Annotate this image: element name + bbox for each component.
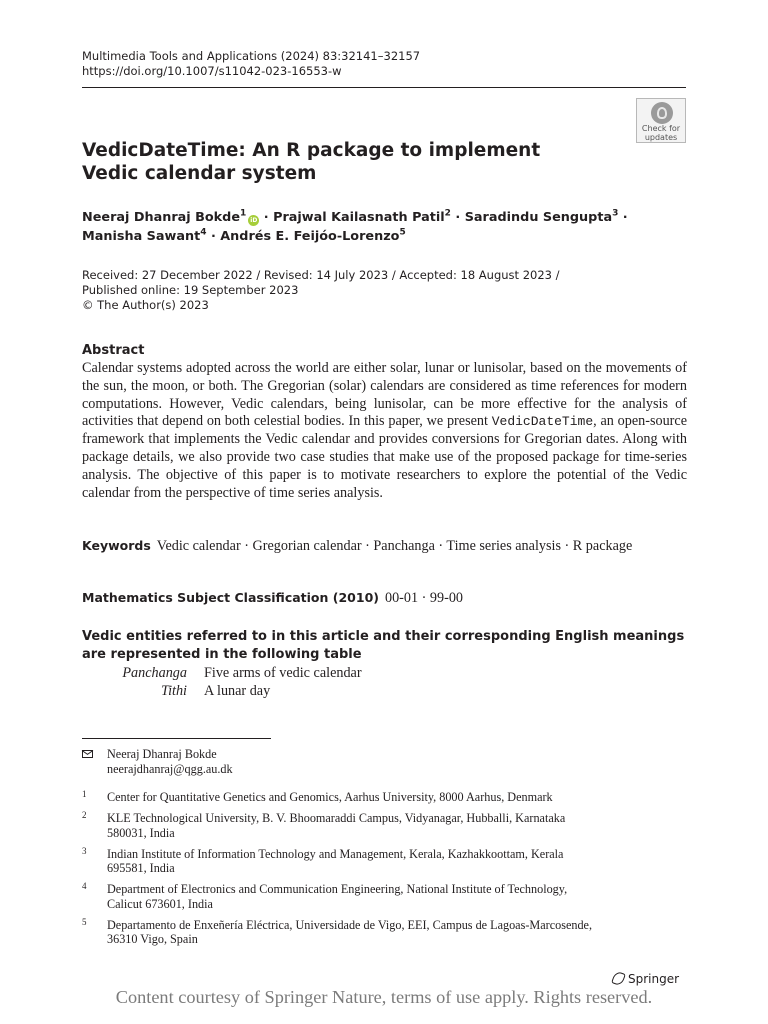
vedic-entities-heading: Vedic entities referred to in this article and their corresponding English meanings are represented in the following table xyxy=(82,629,685,662)
keywords-label: Keywords xyxy=(82,538,151,553)
keywords-text: Vedic calendar · Gregorian calendar · Panchanga · Time series analysis · R package xyxy=(156,538,633,554)
affiliations xyxy=(82,790,686,953)
paper-title: VedicDateTime: An R package to implement Vedic calendar system xyxy=(82,140,541,184)
affiliation-item xyxy=(82,918,686,947)
vedic-meaning: A lunar day xyxy=(204,683,271,699)
affiliation-line: KLE Technological University, B. V. Bhoomaraddi Campus, Vidyanagar, Hubballi, Karnataka xyxy=(107,811,566,825)
doi-link[interactable]: https://doi.org/10.1007/s11042-023-16553-w xyxy=(82,64,342,78)
msc-label: Mathematics Subject Classification (2010) xyxy=(82,590,379,605)
affiliation-item xyxy=(82,811,686,840)
mail-icon xyxy=(82,750,93,758)
table-row xyxy=(82,682,362,700)
journal-citation: Multimedia Tools and Applications (2024) 83:32141–32157 xyxy=(82,49,421,63)
publication-dates xyxy=(82,268,560,313)
affiliation-number: 3 xyxy=(82,845,87,856)
affiliation-line: Calicut 673601, India xyxy=(107,896,213,911)
orcid-icon[interactable]: iD xyxy=(250,217,258,224)
abstract-part: , an open-source framework that implements the Vedic calendar and provides conversions for Gregorian dates. Along with package details, we also provide two case studies that make use of the proposed package for time-series analysis. The objective of this paper is to motivate researchers to explore the potential of the Vedic calendar from the perspective of time series analysis. xyxy=(82,413,687,501)
author-separator: · xyxy=(618,210,628,225)
author-separator: · xyxy=(450,210,465,225)
affiliation-number: 4 xyxy=(82,881,87,891)
affiliation-line: Indian Institute of Information Technology and Management, Kerala, Kazhakkoottam, Kerala xyxy=(107,846,564,861)
check-for-updates-badge[interactable] xyxy=(636,98,686,143)
affiliation-number: 5 xyxy=(82,916,87,927)
badge-line1: Check for xyxy=(641,124,681,133)
courtesy-notice: Content courtesy of Springer Nature, terms of use apply. Rights reserved. xyxy=(115,987,653,1007)
affiliation-line: 580031, India xyxy=(107,825,175,840)
affiliation-line: 36310 Vigo, Spain xyxy=(107,932,198,946)
author-list xyxy=(82,208,686,246)
affiliation-line: Departamento de Enxeñería Eléctrica, Universidade de Vigo, EEI, Campus de Lagoas-Marcosende, xyxy=(107,917,592,932)
author-separator: · xyxy=(259,210,274,225)
affiliation-line: Center for Quantitative Genetics and Genomics, Aarhus University, 8000 Aarhus, Denmark xyxy=(107,790,553,804)
check-for-updates-icon xyxy=(651,102,673,124)
abstract-text xyxy=(82,360,687,502)
author-affil-num: 1 xyxy=(240,208,247,219)
abstract-heading: Abstract xyxy=(82,343,145,358)
copyright-line: © The Author(s) 2023 xyxy=(82,298,209,312)
author-affil-num: 5 xyxy=(399,227,406,238)
vedic-entities-table xyxy=(82,664,362,700)
author-name[interactable]: Saradindu Sengupta xyxy=(464,210,613,225)
badge-line2: updates xyxy=(644,133,678,142)
footnote-rule xyxy=(82,738,271,739)
package-name-code: VedicDateTime xyxy=(491,414,594,430)
author-affil-num: 4 xyxy=(200,227,207,238)
affiliation-item xyxy=(82,847,686,876)
author-affil-num: 2 xyxy=(444,208,451,219)
affiliation-item xyxy=(82,882,686,911)
author-name[interactable]: Prajwal Kailasnath Patil xyxy=(273,210,445,225)
author-separator: · xyxy=(206,229,221,244)
affiliation-number: 1 xyxy=(82,789,87,799)
author-name[interactable]: Andrés E. Feijóo-Lorenzo xyxy=(220,229,400,244)
abstract-part: Calendar systems adopted across the world are either solar, lunar or lunisolar, based on the movements of the sun, the moon, or both. The Gregorian (solar) calendars are considered as time references for modern computations. However, Vedic calendars, being lunisolar, can be more effective for the analysis of activities that depend on both celestial bodies. In this paper, we present xyxy=(82,360,687,430)
vedic-term: Panchanga xyxy=(122,665,187,681)
publisher-logo xyxy=(612,972,679,986)
vedic-term: Tithi xyxy=(160,683,187,699)
msc-codes: 00-01 · 99-00 xyxy=(384,590,464,606)
dates-line: Received: 27 December 2022 / Revised: 14 July 2023 / Accepted: 18 August 2023 / xyxy=(82,268,560,282)
author-name[interactable]: Manisha Sawant xyxy=(82,229,201,244)
msc-classification xyxy=(82,590,463,607)
affiliation-item xyxy=(82,790,686,805)
vedic-meaning: Five arms of vedic calendar xyxy=(204,665,362,681)
corresponding-author: Neeraj Dhanraj Bokde xyxy=(107,747,217,761)
affiliation-line: Department of Electronics and Communication Engineering, National Institute of Technology, xyxy=(107,882,568,896)
author-affil-num: 3 xyxy=(612,208,619,219)
header-rule xyxy=(82,87,686,88)
dates-line: Published online: 19 September 2023 xyxy=(82,283,299,297)
journal-header xyxy=(82,49,420,79)
keywords xyxy=(82,537,682,556)
springer-horse-icon xyxy=(612,972,625,985)
table-row xyxy=(82,664,362,682)
affiliation-number: 2 xyxy=(82,810,87,820)
publisher-name: Springer xyxy=(628,972,680,986)
author-name[interactable]: Neeraj Dhanraj Bokde xyxy=(82,210,241,225)
affiliation-line: 695581, India xyxy=(107,861,175,875)
author-email[interactable]: neerajdhanraj@qgg.au.dk xyxy=(107,762,233,776)
